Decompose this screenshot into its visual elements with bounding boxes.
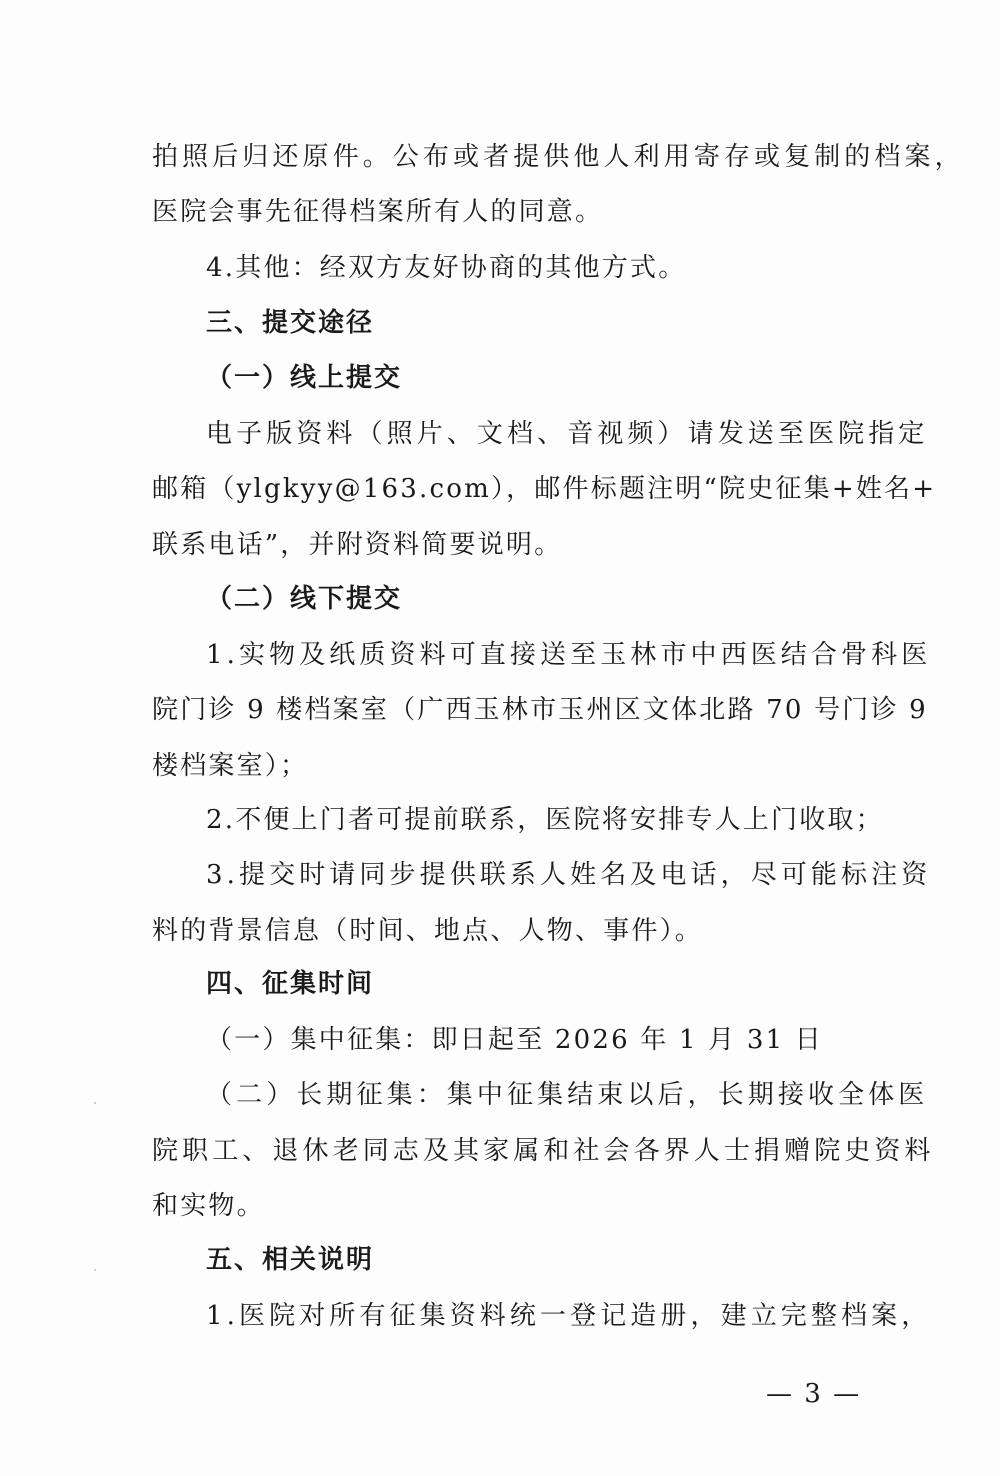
paragraph-online-line-2: 邮箱（ylgkyy@163.com），邮件标题注明“院史征集+姓名+ (152, 474, 937, 504)
paragraph-online-line-3: 联系电话”，并附资料简要说明。 (152, 530, 563, 560)
paragraph-other-methods: 4.其他：经双方友好协商的其他方式。 (206, 253, 687, 283)
paragraph-long-term-line-1: （二）长期征集：集中征集结束以后，长期接收全体医 (206, 1080, 929, 1110)
paragraph-offline-1-line-2: 院门诊 9 楼档案室（广西玉林市玉州区文体北路 70 号门诊 9 (152, 695, 928, 725)
paragraph-offline-3-line-2: 料的背景信息（时间、地点、人物、事件）。 (152, 916, 704, 946)
paragraph-offline-1-line-3: 楼档案室）； (152, 751, 309, 781)
paragraph-offline-2: 2.不便上门者可提前联系，医院将安排专人上门收取； (206, 805, 884, 835)
scan-speck (94, 1269, 96, 1271)
scan-speck (94, 1102, 96, 1104)
paragraph-notes-1: 1.医院对所有征集资料统一登记造册，建立完整档案， (206, 1301, 932, 1331)
paragraph-line-2: 医院会事先征得档案所有人的同意。 (152, 197, 604, 227)
subheading-online-submit: （一）线上提交 (206, 363, 403, 393)
paragraph-offline-1-line-1: 1.实物及纸质资料可直接送至玉林市中西医结合骨科医 (206, 640, 932, 670)
section-heading-3: 三、提交途径 (206, 308, 375, 338)
subheading-offline-submit: （二）线下提交 (206, 584, 403, 614)
page-number: — 3 — (766, 1379, 862, 1409)
paragraph-offline-3-line-1: 3.提交时请同步提供联系人姓名及电话，尽可能标注资 (206, 860, 932, 890)
section-heading-4: 四、征集时间 (206, 969, 375, 999)
paragraph-long-term-line-2: 院职工、退休老同志及其家属和社会各界人士捐赠院史资料 (152, 1136, 935, 1166)
paragraph-central-collection: （一）集中征集：即日起至 2026 年 1 月 31 日 (206, 1025, 823, 1055)
paragraph-long-term-line-3: 和实物。 (152, 1191, 265, 1221)
paragraph-online-line-1: 电子版资料（照片、文档、音视频）请发送至医院指定 (206, 419, 929, 449)
section-heading-5: 五、相关说明 (206, 1245, 375, 1275)
paragraph-line-1: 拍照后归还原件。公布或者提供他人利用寄存或复制的档案， (152, 142, 965, 172)
